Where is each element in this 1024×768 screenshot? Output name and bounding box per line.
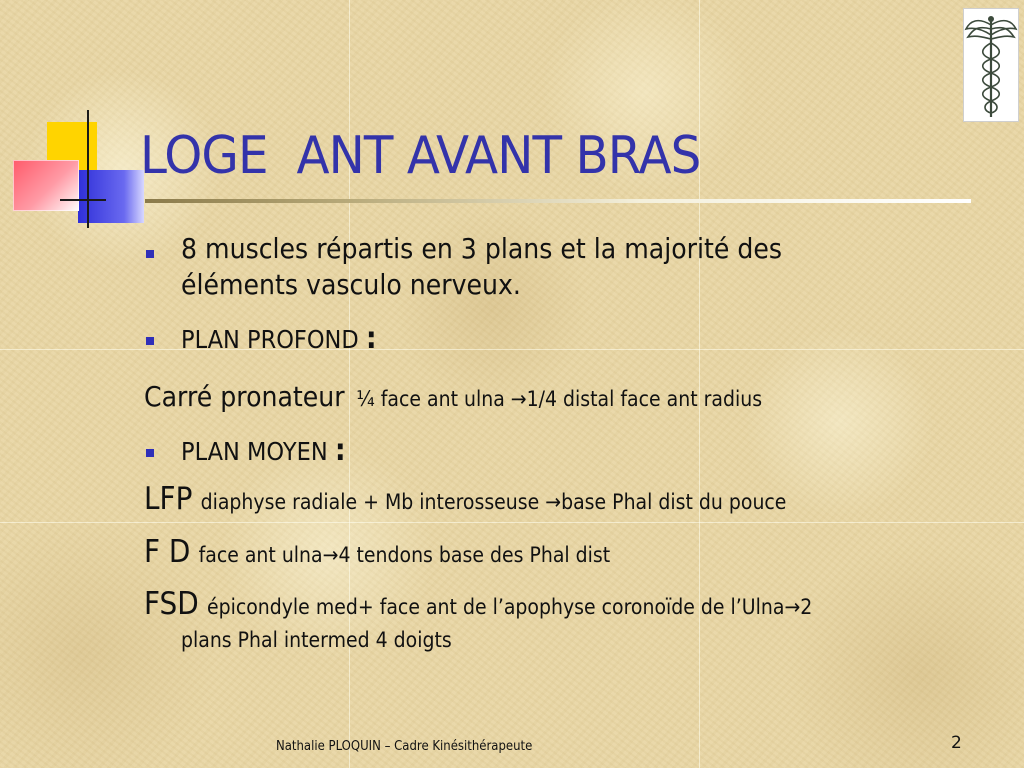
muscle-entry-lfp (144, 481, 786, 517)
muscle-entry-fsd (144, 586, 812, 622)
muscle-insertion-continuation: plans Phal intermed 4 doigts (181, 628, 452, 652)
section-label: PLAN MOYEN (181, 437, 328, 466)
muscle-name: FSD (144, 586, 199, 622)
muscle-name: Carré pronateur (144, 380, 345, 413)
muscle-name: F D (144, 534, 191, 570)
section-heading-plan-profond (181, 321, 377, 356)
caduceus-icon (963, 8, 1019, 122)
section-colon: : (365, 321, 377, 356)
texture-seam (0, 349, 1024, 350)
muscle-insertion: ¼ face ant ulna →1/4 distal face ant radius (356, 387, 763, 411)
page-number: 2 (951, 733, 962, 753)
decoration-horizontal-line (60, 199, 106, 201)
muscle-insertion: face ant ulna→4 tendons base des Phal dist (198, 543, 611, 567)
texture-seam (0, 522, 1024, 523)
muscle-name: LFP (144, 481, 193, 517)
bullet-marker (146, 250, 154, 258)
title-underline (145, 199, 971, 203)
muscle-insertion: épicondyle med+ face ant de l’apophyse coronoïde de l’Ulna→2 (206, 595, 813, 619)
muscle-entry-fd (144, 534, 610, 570)
bullet-marker (146, 449, 154, 457)
bullet-marker (146, 337, 154, 345)
section-colon: : (334, 433, 346, 468)
section-label: PLAN PROFOND (181, 325, 359, 354)
slide-title: LOGE ANT AVANT BRAS (140, 126, 701, 186)
muscle-entry-carre-pronateur (144, 380, 762, 413)
section-heading-plan-moyen (181, 433, 346, 468)
bullet-text: 8 muscles répartis en 3 plans et la majorité des (181, 232, 783, 265)
bullet-text-continuation: éléments vasculo nerveux. (181, 268, 521, 301)
footer-author: Nathalie PLOQUIN – Cadre Kinésithérapeute (276, 739, 533, 754)
red-square (13, 160, 79, 211)
decoration-vertical-line (87, 110, 89, 228)
muscle-insertion: diaphyse radiale + Mb interosseuse →base Phal dist du pouce (200, 490, 787, 514)
